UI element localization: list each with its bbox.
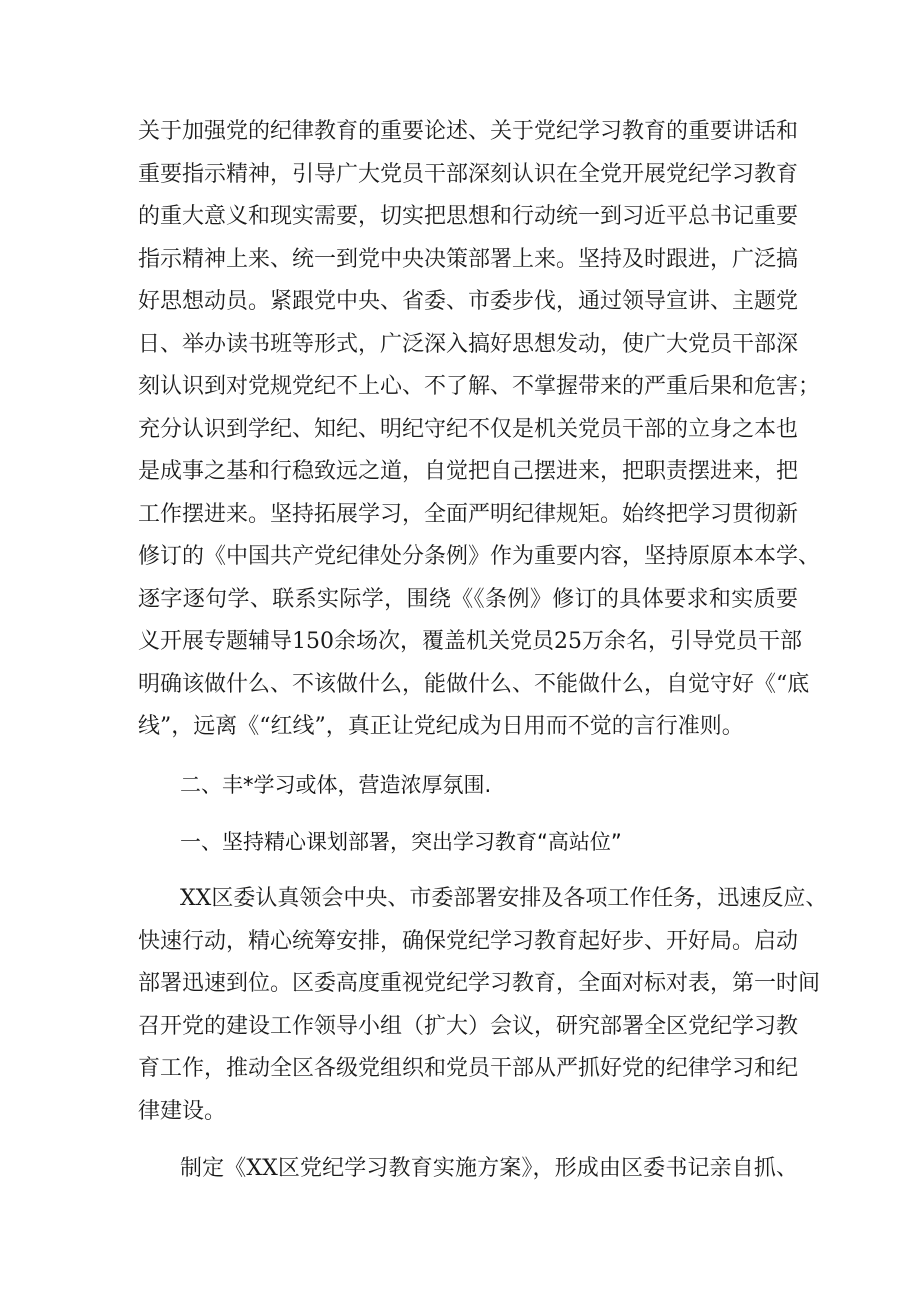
paragraph-1-line-1: 关于加强党的纪律教育的重要论述、关于党纪学习教育的重要讲话和 bbox=[138, 119, 799, 144]
paragraph-1-line-5: 好思想动员。紧跟党中央、省委、市委步伐，通过领导宣讲、主题党 bbox=[138, 289, 799, 314]
paragraph-1-line-13: 义开展专题辅导150余场次，覆盖机关党员25万余名，引导党员干部 bbox=[138, 629, 802, 654]
paragraph-1-line-14: 明确该做什么、不该做什么，能做什么、不能做什么，自觉守好《“底 bbox=[138, 672, 810, 697]
paragraph-1-line-7: 刻认识到对党规党纪不上心、不了解、不掌握带来的严重后果和危害； bbox=[138, 374, 821, 399]
paragraph-3-line-1: 制定《XX区党纪学习教育实施方案》，形成由区委书记亲自抓、 bbox=[180, 1156, 798, 1181]
paragraph-2-line-4: 召开党的建设工作领导小组（扩大）会议，研究部署全区党纪学习教 bbox=[138, 1014, 799, 1039]
section-heading-2: 二、丰*学习或体，营造浓厚氛围. bbox=[180, 773, 492, 797]
paragraph-1-line-8: 充分认识到学纪、知纪、明纪守纪不仅是机关党员干部的立身之本也 bbox=[138, 417, 799, 442]
paragraph-1-line-9: 是成事之基和行稳致远之道，自觉把自己摆进来，把职责摆进来，把 bbox=[138, 459, 799, 484]
paragraph-2-line-1: XX区委认真领会中央、市委部署安排及各项工作任务，迅速反应、 bbox=[180, 886, 828, 911]
paragraph-2-line-3: 部署迅速到位。区委高度重视党纪学习教育，全面对标对表，第一时间 bbox=[138, 971, 821, 996]
paragraph-1-line-4: 指示精神上来、统一到党中央决策部署上来。坚持及时跟进，广泛搞 bbox=[138, 247, 799, 272]
paragraph-1-line-6: 日、举办读书班等形式，广泛深入搞好思想发动，使广大党员干部深 bbox=[138, 332, 799, 357]
paragraph-1-line-12: 逐字逐句学、联系实际学，围绕《《条例》修订的具体要求和实质要 bbox=[138, 587, 798, 612]
paragraph-1-line-10: 工作摆进来。坚持拓展学习，全面严明纪律规矩。始终把学习贯彻新 bbox=[138, 502, 799, 527]
paragraph-2-line-5: 育工作，推动全区各级党组织和党员干部从严抓好党的纪律学习和纪 bbox=[138, 1056, 799, 1081]
paragraph-1-line-11: 修订的《中国共产党纪律处分条例》作为重要内容，坚持原原本本学、 bbox=[138, 544, 821, 569]
paragraph-1-line-15: 线”，远离《“红线”，真正让党纪成为日用而不觉的言行准则。 bbox=[138, 714, 744, 739]
subsection-heading-1: 一、坚持精心课划部署，突出学习教育“高站位” bbox=[180, 830, 622, 854]
paragraph-2-line-2: 快速行动，精心统筹安排，确保党纪学习教育起好步、开好局。启动 bbox=[138, 929, 799, 954]
paragraph-1-line-3: 的重大意义和现实需要，切实把思想和行动统一到习近平总书记重要 bbox=[138, 204, 799, 229]
paragraph-2-line-6: 律建设。 bbox=[138, 1099, 227, 1124]
paragraph-1-line-2: 重要指示精神，引导广大党员干部深刻认识在全党开展党纪学习教育 bbox=[138, 162, 799, 187]
